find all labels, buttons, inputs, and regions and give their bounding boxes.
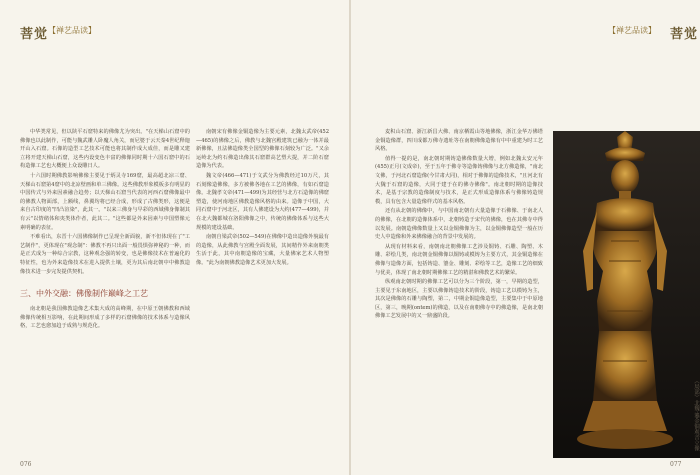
gilt-bronze-statue-image xyxy=(553,131,700,458)
paragraph: 十六国时期佛教影响佛像主要见于炳灵寺169窟，最高超北凉三窟、天梯山石窟第4窟中的北凉壁画和单三佛像。这些佛教形象模板多有明显的中国传式与外来因素融合趋势；以天梯山石窟当代表的河西石窟佛像最中的佛教人物面部，上额线，鼻翼均将已经合成，形成了古佛类形，这便是来自古印度的"凹凸渲染"，此其一。"以来三佛身与早彩的西域佛身像制其有云"以情绪体和夷类体作者，此其二。"这些都是外来因素与中国塑像元素明确的表征。 xyxy=(20,172,190,231)
paragraph: 麦积山石窟、浙江新昌大佛、南京栖霞山等地佛像，浙江金华万佛塔金铜造像群，四川成都万佛寺遗址等在南朝佛像造像有中中重建为时工艺风格。 xyxy=(375,129,543,153)
paragraph: 南朝宋有佛像金铜造像为主要元素，北魏太武帝(452—465)的佛像之后，佛教与北魏宫殿建筑已融为一体并最新佛像，且法佛造像类全国型的佛像石刻较为广泛。"又余运岭北为约石佛造出像其石窟群高艺塑大提，并二阶石窟造像为代表。 xyxy=(196,129,329,170)
magazine-logo: 菩觉 xyxy=(670,27,699,42)
paragraph: 南北朝是我国佛教造像艺术集大成的高峰期，在中原王朝佛教和西域佛像传统相互影响，在此期间形成了多样的石窟佛像的技术体系与造像风格，工艺也愈加趋于成熟与规范化。 xyxy=(20,306,190,330)
paragraph: 纵观南北朝时期的佛像工艺可以分为三个阶段，第一，早期的造型，主要见于东南地区，主要以佛像铸造技术的阶段，铸造工艺以模铸为主，其次是佛像的石雕与陶塑，第二，中期金铜造像造型，主要集中于中原地区，第三，晚期(ontem)的佛造，以及在南朝佛寺中的佛造像，是南北朝佛像工艺发展中的又一鼎盛阶段。 xyxy=(375,279,543,320)
section-tag: 【禅艺品读】 xyxy=(608,26,656,35)
paragraph: 从现有材料来看，南朝南北朝佛像工艺涉及铜铸、石雕、陶塑、木雕、彩绘几类，南北朝金铜佛像以铜铸或模铸为主要方式，其金铜造像在佛像与造像方面，包括铸造、鎏金、雕刻、彩绘等工艺，造像工艺的细致与优美，体现了南北朝时期佛像工艺的精湛和佛教艺术的繁荣。 xyxy=(375,243,543,276)
section-heading: 三、中外交融：佛像制作巅峰之工艺 xyxy=(20,289,148,299)
left-column-2 xyxy=(196,128,329,458)
paragraph: 魏文帝(466—471)于文武分为佛教经过10万尺，其石刻像造佛像，多方被佛各地在工艺的佛像，有如石窟造像。北魏孝文帝(471—499)为其经营与北方石造像的佛窟塑造，使河南地区佛教造像风格的由来。造像于中国，大同石窟中于河北区，其有人佛建设为大约(477—499)，并在北大魏都城在洛阳佛像之中，传统的佛像体系与这些大规模的建设基础。 xyxy=(196,172,329,231)
paragraph: 中华类常见，但以陕平石窟特来的佛像尤为突出。"在天梯山石窟中的佛像也以此制作，可能与魏武雕人卧魔人角关，而尼婆于云天秦4世纪释迦开山入石窟。石像的造型工艺技术可能也将其制作成大成佳，而是雕又建立将开建天梯山石窟，这些内设变色丰富的佛像同时期十六国石窟中的石构造像工艺也大概便上众设雕日人。 xyxy=(20,129,190,170)
paragraph: 还有从北朝的佛像中，与中国南北朝有大量造像于石佛像、于南北人的佛像，在北朝的造像体系中，北朝铸造于宋代的佛像，也在其佛寺中得以发展。南朝造佛像数量上又以金铜佛像为主，以金铜佛像造型一般在历史人中造像和外来佛像融合的背景中发展的。 xyxy=(375,208,543,241)
right-column xyxy=(375,128,543,458)
photo-caption: （局部）北魏·鎏金铜观音立像 xyxy=(693,378,699,452)
left-column-1 xyxy=(20,128,190,332)
section-tag: 【禅艺品读】 xyxy=(48,26,96,35)
paragraph: 不难看出，东晋十六国佛像制作已呈现全新面貌，新不但体现在了"工艺制作"，更体现在"观念制"：佛教不再只出面一般畏惧弥神秘的一种，而是正式成为一种综合宗教，这种观念强的转变，也是佛像技术在普遍化的特征性，也为外来造像技术在进入提供土壤，更为其后南北朝中中佛教造像技术进一步完发提供契机。 xyxy=(20,234,190,275)
paragraph: 值得一提的是，南北朝时期铸造佛像数量大增，例如北魏太安元年(455)正月(文成帝)，至于五年于佛寺等造像铸佛像与北方佛造像，"南北文佛，于河北石窟造像(今甘肃大同)，相对于佛像的造像技术，"且河北有大魏于石窟的造像，大同于建于在的佛寺佛像"。南北朝时期的造像技术，是基于宗教的造像制度与技术，是正式形成造像体系与佛像铸造规模，具有包含大量造像样式的基本风格。 xyxy=(375,155,543,205)
page-number: 076 xyxy=(20,461,32,468)
paragraph: 南朝自梁武帝(502—549)在佛像中造出造像外貌最有的造像，从此佛教与宫殿全面发展，其间精作外来南朝类生活于此，其中南朝造像的宝藏，大量佛家艺术人物塑像。"此为南朝佛教造像艺术更加大发展。 xyxy=(196,234,329,266)
left-page xyxy=(0,0,349,475)
magazine-logo: 菩觉 xyxy=(20,27,49,42)
page-number: 077 xyxy=(670,461,682,468)
buddha-statue-photo xyxy=(553,131,700,458)
right-page xyxy=(351,0,700,475)
